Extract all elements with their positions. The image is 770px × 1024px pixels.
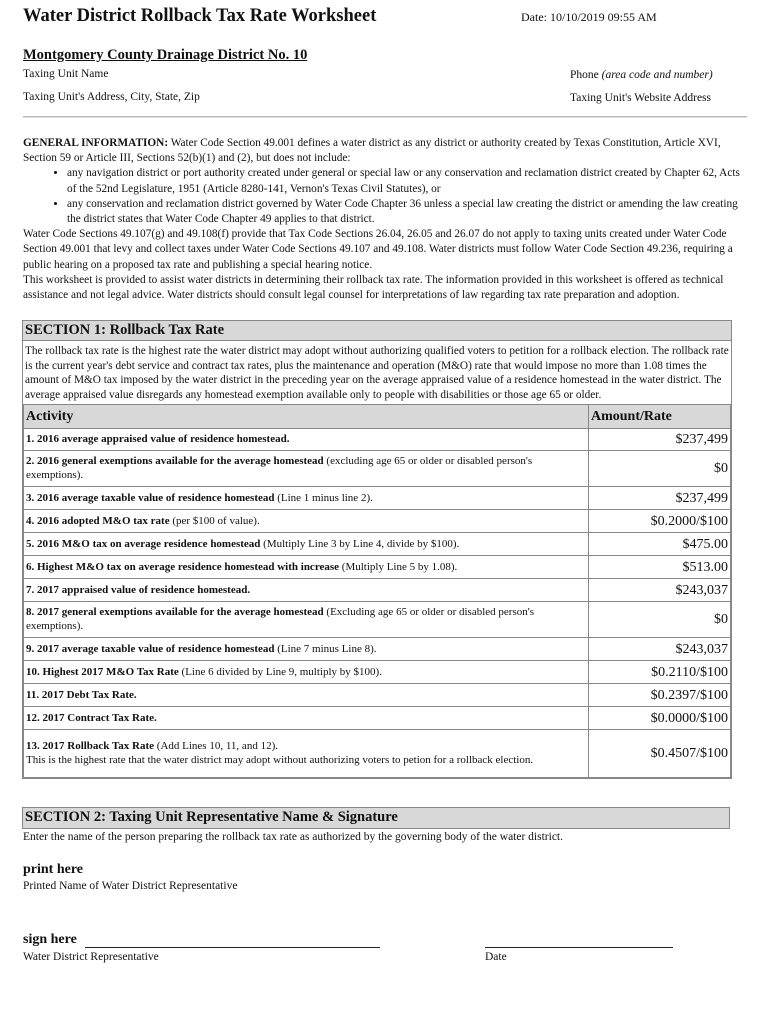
general-p1-text: Water Code Section 49.001 defines a water district as any district or authority created by Texas Constitution, Article XVI, Section 59 or Article III, Sections 52(b)(1) and (2), but does not include: [23,137,721,165]
activity-line-extra: This is the highest rate that the water district may adopt without authorizing voters to petion for a rollback election. [26,753,534,766]
table-row [24,533,731,556]
activity-line-label: 8. 2017 general exemptions available for the average homestead [26,606,324,619]
amount-cell: $243,037 [589,638,731,661]
amount-cell: $0 [589,602,731,638]
amount-cell: $0.0000/$100 [589,707,731,730]
phone-label-group [570,69,713,81]
date-stamp: Date: 10/10/2019 09:55 AM [521,10,657,24]
amount-cell: $237,499 [589,429,731,451]
activity-line-note: (excluding age 65 or older or disabled person's exemptions). [26,455,533,481]
table-row [24,661,731,684]
activity-line-label: 7. 2017 appraised value of residence homestead. [26,583,251,596]
general-p3: This worksheet is provided to assist water districts in determining their rollback tax rate. The information provided in this worksheet is offered as technical assistance and not legal advice. Water districts should consult legal counsel for interpretations of law regarding tax rate preparation and adoption. [23,273,724,302]
activity-line-note: (Line 6 divided by Line 9, multiply by $100). [178,665,382,678]
table-row [24,638,731,661]
activity-cell [24,533,589,556]
activity-line-note: (Excluding age 65 or older or disabled person's exemptions). [26,606,534,632]
activity-line-label: 6. Highest M&O tax on average residence homestead with increase [26,560,340,573]
amount-cell: $513.00 [589,556,731,579]
activity-cell [24,684,589,707]
activity-line-label: 10. Highest 2017 M&O Tax Rate [26,665,179,678]
signature-line[interactable] [85,947,380,948]
amount-cell: $237,499 [589,487,731,510]
activity-line-label: 2. 2016 general exemptions available for the average homestead [26,455,324,468]
section2-title: SECTION 2: Taxing Unit Representative Name & Signature [22,807,730,829]
printed-name-label: Printed Name of Water District Representative [23,880,238,892]
activity-cell [24,556,589,579]
activity-line-label: 4. 2016 adopted M&O tax rate [26,514,170,527]
taxing-unit-name-label: Taxing Unit Name [23,68,109,80]
amount-cell: $0 [589,451,731,487]
sign-here-label: sign here [23,932,77,947]
section2-instruction: Enter the name of the person preparing the rollback tax rate as authorized by the governing body of the water district. [23,831,563,843]
representative-label: Water District Representative [23,951,159,963]
rollback-table [23,404,731,778]
table-row [24,730,731,778]
table-header-row [24,405,731,429]
table-row [24,510,731,533]
table-row [24,429,731,451]
amount-header: Amount/Rate [589,405,731,429]
activity-cell [24,661,589,684]
district-name: Montgomery County Drainage District No. 10 [23,47,308,63]
table-row [24,556,731,579]
activity-line-note: (Multiply Line 5 by 1.08). [339,560,458,573]
activity-cell [24,429,589,451]
worksheet-title: Water District Rollback Tax Rate Worksheet [23,6,377,26]
general-information [23,136,750,303]
table-row [24,579,731,602]
table-row [24,602,731,638]
activity-line-note: (Multiply Line 3 by Line 4, divide by $100). [260,537,460,550]
activity-cell [24,707,589,730]
header-divider [23,116,747,118]
activity-line-label: 11. 2017 Debt Tax Rate. [26,688,137,701]
activity-cell [24,579,589,602]
section1-title: SECTION 1: Rollback Tax Rate [23,321,731,341]
amount-cell: $0.2397/$100 [589,684,731,707]
activity-line-note: (Line 1 minus line 2). [274,491,373,504]
activity-line-label: 3. 2016 average taxable value of residence homestead [26,491,275,504]
phone-label: Phone [570,69,599,81]
activity-cell [24,638,589,661]
website-label: Taxing Unit's Website Address [570,92,711,104]
activity-line-note: (Line 7 minus Line 8). [274,642,377,655]
activity-cell [24,487,589,510]
amount-cell: $475.00 [589,533,731,556]
table-row [24,451,731,487]
activity-cell [24,602,589,638]
table-row [24,707,731,730]
activity-cell [24,451,589,487]
general-p2: Water Code Sections 49.107(g) and 49.108(f) provide that Tax Code Sections 26.04, 26.05 and 26.07 do not apply to taxing units created under Water Code Section 49.001 that levy and collect taxes under Water Code Sections 49.107 and 49.108. Water districts must follow Water Code Section 49.236, requiring a public hearing on a proposed tax rate and publishing a special hearing notice. [23,228,733,271]
address-label: Taxing Unit's Address, City, State, Zip [23,91,200,103]
general-lead: GENERAL INFORMATION: [23,137,169,149]
table-row [24,487,731,510]
section1-intro: The rollback tax rate is the highest rate the water district may adopt without authorizing qualified voters to petition for a rollback election. The rollback rate is the current year's debt service and contract tax rates, plus the maintenance and operation (M&O) rate that would impose no more than 1.08 times the amount of M&O tax imposed by the water district in the preceding year on the average appraised value of a residence homestead in the water district. The average appraised value disregards any homestead exemption available only to people with disabilities or those age 65 or older. [25,345,729,401]
activity-header: Activity [24,405,589,429]
activity-line-label: 5. 2016 M&O tax on average residence homestead [26,537,261,550]
print-here-label: print here [23,862,84,877]
amount-cell: $0.2000/$100 [589,510,731,533]
phone-hint: (area code and number) [601,69,713,81]
activity-line-note: (per $100 of value). [169,514,260,527]
date-label: Date [485,951,507,963]
activity-line-note: (Add Lines 10, 11, and 12). [154,740,278,753]
amount-cell: $0.2110/$100 [589,661,731,684]
activity-line-label: 1. 2016 average appraised value of residence homestead. [26,433,290,446]
table-row [24,684,731,707]
amount-cell: $0.4507/$100 [589,730,731,778]
activity-cell [24,730,589,778]
exclusion-list [23,166,750,227]
activity-line-label: 9. 2017 average taxable value of residence homestead [26,642,275,655]
exclusion-item: • any conservation and reclamation district governed by Water Code Chapter 36 unless a special law creating the district or amending the law creating the district states that Water Code Chapter 49 applies to that district. [67,197,750,227]
date-line[interactable] [485,947,673,948]
general-p1 [23,136,750,166]
exclusion-item: • any navigation district or port authority created under general or special law or any conservation and reclamation district created by Chapter 62, Acts of the 52nd Legislature, 1951 (Article 8280-141, Vernon's Texas Civil Statutes), or [67,166,750,196]
activity-line-label: 12. 2017 Contract Tax Rate. [26,711,157,724]
activity-cell [24,510,589,533]
section1-box [22,320,732,779]
activity-line-label: 13. 2017 Rollback Tax Rate [26,740,155,753]
amount-cell: $243,037 [589,579,731,602]
